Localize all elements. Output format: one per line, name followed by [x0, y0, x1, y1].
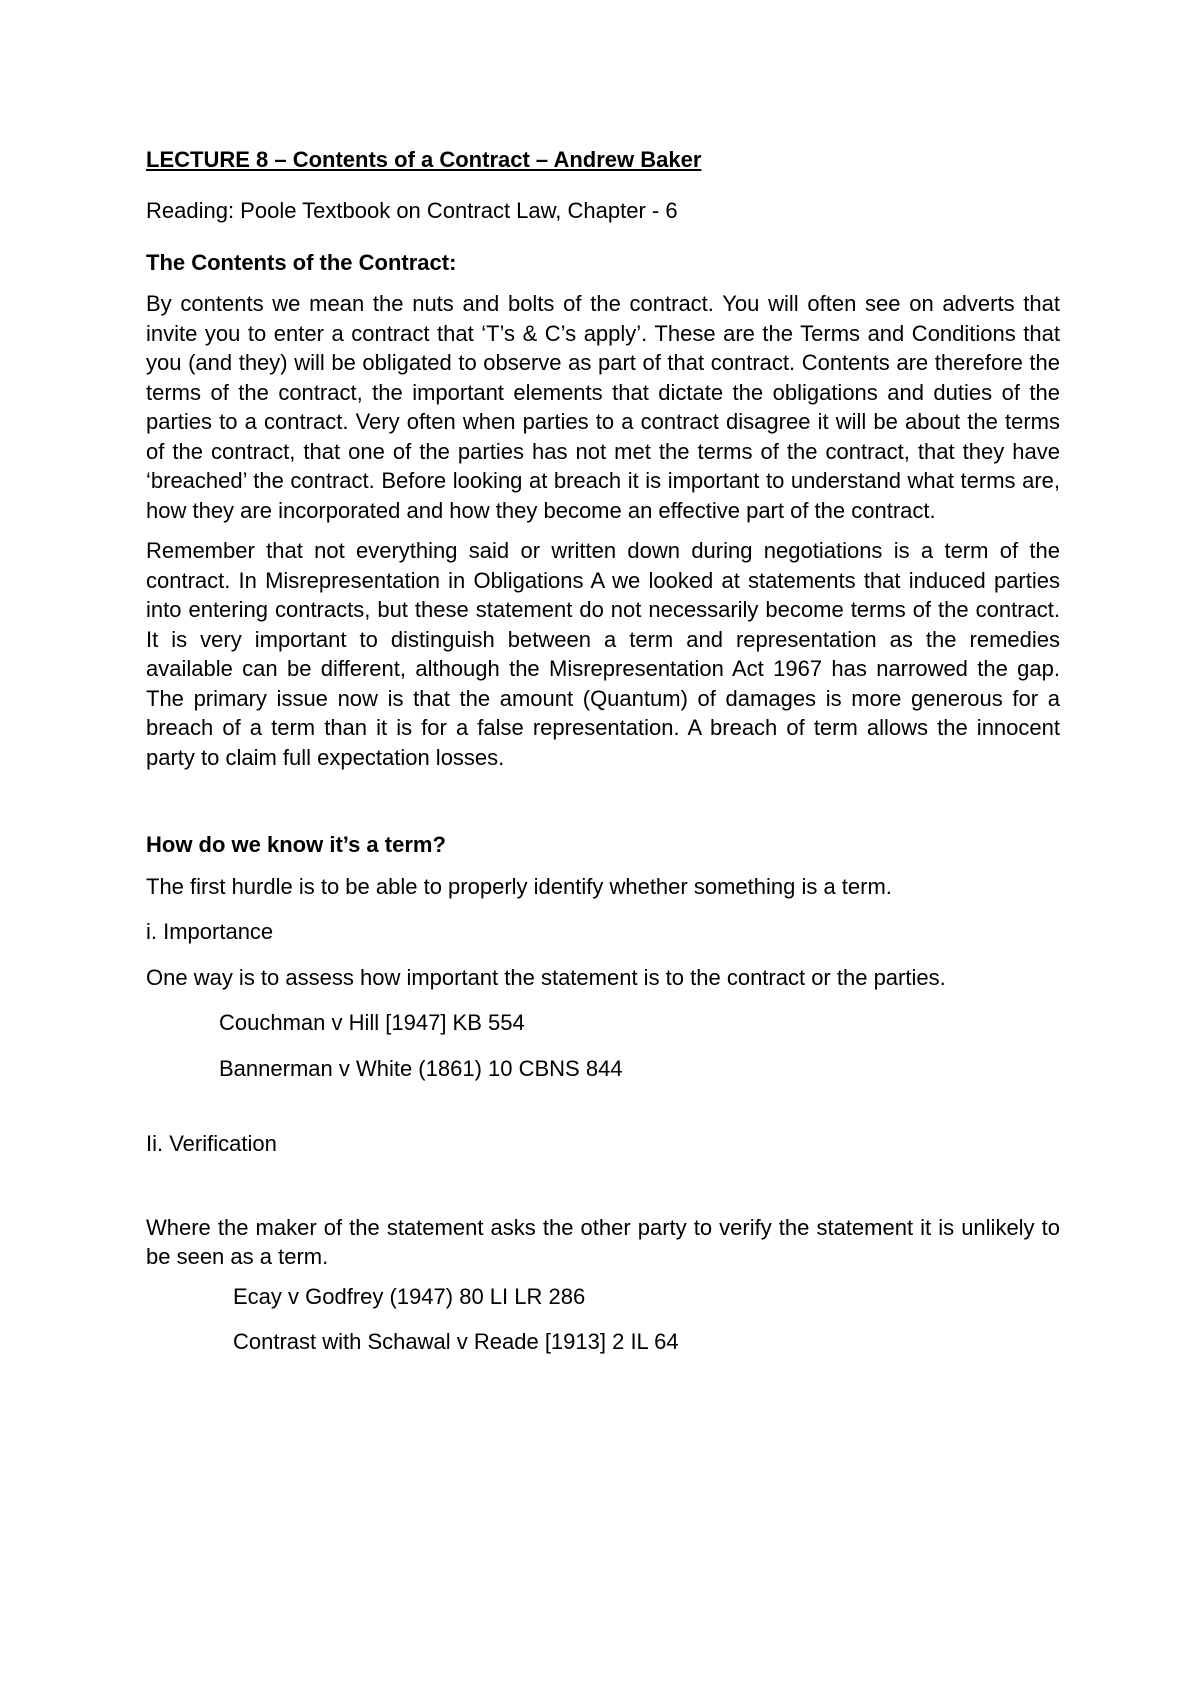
section-heading-term: How do we know it’s a term? — [146, 832, 446, 857]
spacer — [146, 1099, 1060, 1129]
reading-reference: Reading: Poole Textbook on Contract Law, Chapter - 6 — [146, 198, 678, 223]
page-title: LECTURE 8 – Contents of a Contract – Andrew Baker — [146, 147, 702, 172]
section-heading-contents: The Contents of the Contract: — [146, 249, 457, 275]
subheading-importance: i. Importance — [146, 919, 274, 944]
paragraph-verification: Where the maker of the statement asks the other party to verify the statement it is unlikely to be seen as a term. — [146, 1214, 1060, 1269]
paragraph-contents-intro: By contents we mean the nuts and bolts of the contract. You will often see on adverts that invite you to enter a contract that ‘T’s & C’s apply’. These are the Terms and Conditions that you (and they) will be obligated to observe as part of that contract. Contents are therefore the terms of the contract, the important elements that dictate the obligations and duties of the parties to a contract. Very often when parties to a contract disagree it will be about the terms of the contract, that one of the parties has not met the terms of the contract, that they have ‘breached’ the contract. Before looking at breach it is important to understand what terms are, how they are incorporated and how they become an effective part of the contract. — [146, 291, 1060, 523]
paragraph-term-vs-representation: Remember that not everything said or written down during negotiations is a term of the contract. In Misrepresentation in Obligations A we looked at statements that induced parties into entering contracts, but these statement do not necessarily become terms of the contract. It is very important to distinguish between a term and representation as the remedies available can be different, although the Misrepresentation Act 1967 has narrowed the gap. The primary issue now is that the amount (Quantum) of damages is more generous for a breach of a term than it is for a false representation. A breach of term allows the innocent party to claim full expectation losses. — [146, 538, 1060, 770]
case-citation: Couchman v Hill [1947] KB 554 — [219, 1010, 525, 1035]
case-citation: Bannerman v White (1861) 10 CBNS 844 — [219, 1055, 623, 1081]
spacer — [146, 1175, 1060, 1213]
subheading-verification: Ii. Verification — [146, 1131, 277, 1156]
document-body — [146, 145, 1060, 1373]
paragraph-first-hurdle: The first hurdle is to be able to properly identify whether something is a term. — [146, 873, 892, 899]
case-citation: Contrast with Schawal v Reade [1913] 2 IL 64 — [233, 1329, 679, 1354]
case-citation: Ecay v Godfrey (1947) 80 LI LR 286 — [233, 1283, 586, 1309]
spacer — [146, 782, 1060, 830]
paragraph-importance: One way is to assess how important the statement is to the contract or the parties. — [146, 964, 946, 990]
